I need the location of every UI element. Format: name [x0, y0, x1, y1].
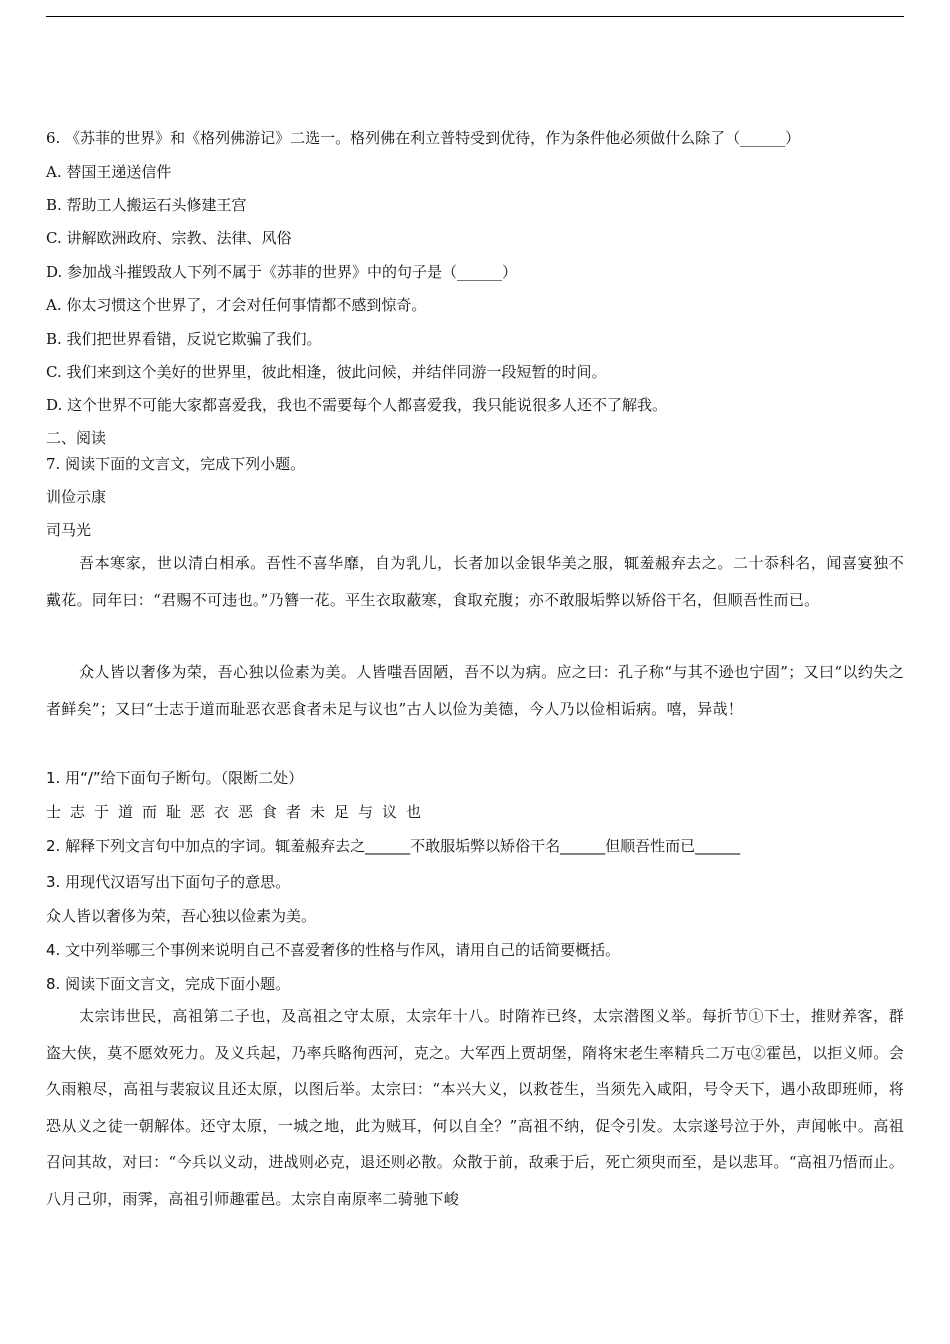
question-8-stem: 8. 阅读下面文言文，完成下面小题。	[46, 975, 291, 993]
passage-paragraph-1: 吾本寒家，世以清白相承。吾性不喜华靡，自为乳儿，长者加以金银华美之服，辄羞赧弃去之。二十忝科名，闻喜宴独不戴花。同年曰：“君赐不可违也。”乃簪一花。平生衣取蔽寒，食取充腹；亦不敢服垢弊以矫俗干名，但顺吾性而已。	[46, 554, 904, 609]
sub-question-2: 2. 解释下列文言句中加点的字词。辄羞赧弃去之______不敢服垢弊以矫俗干名______但顺吾性而已______	[46, 837, 741, 855]
passage-paragraph-2: 众人皆以奢侈为荣，吾心独以俭素为美。人皆嗤吾固陋，吾不以为病。应之曰：孔子称“与其不逊也宁固”；又曰“以约失之者鲜矣”；又曰“士志于道而耻恶衣恶食者未足与议也”古人以俭为美德，今人乃以俭相诟病。嘻，异哉！	[46, 663, 904, 718]
q6-option-a: A. 替国王递送信件	[46, 163, 172, 181]
passage-8-paragraph: 太宗讳世民，高祖第二子也，及高祖之守太原，太宗年十八。时隋祚已终，太宗潜图义举。每折节①下士，推财养客，群盗大侠，莫不愿效死力。及义兵起，乃率兵略徇西河，克之。大军西上贾胡堡，隋将宋老生率精兵二万屯②霍邑，以拒义师。会久雨粮尽，高祖与裴寂议且还太原，以图后举。太宗曰：“本兴大义，以救苍生，当须先入咸阳，号令天下，遇小敌即班师，将恐从义之徒一朝解体。还守太原，一城之地，此为贼耳，何以自全？”高祖不纳，促令引发。太宗遂号泣于外，声闻帐中。高祖召问其故，对曰：“今兵以义动，进战则必克，退还则必散。众散于前，敌乘于后，死亡须臾而至，是以悲耳。“高祖乃悟而止。八月己卯，雨霁，高祖引师趣霍邑。太宗自南原率二骑驰下峻	[46, 1007, 904, 1208]
q6-option-b: B. 帮助工人搬运石头修建王宫	[46, 196, 247, 214]
passage-title: 训俭示康	[46, 488, 107, 506]
header-rule	[46, 16, 904, 17]
question-7-stem: 7. 阅读下面的文言文，完成下列小题。	[46, 455, 306, 473]
q6b-option-d: D. 这个世界不可能大家都喜爱我，我也不需要每个人都喜爱我，我只能说很多人还不了解我。	[46, 396, 668, 414]
q6-option-d: D. 参加战斗摧毁敌人下列不属于《苏菲的世界》中的句子是（______）	[46, 263, 518, 281]
sub-question-1: 1. 用“/”给下面句子断句。（限断二处）	[46, 769, 304, 787]
sub-question-4: 4. 文中列举哪三个事例来说明自己不喜爱奢侈的性格与作风，请用自己的话简要概括。	[46, 941, 621, 959]
sub-question-3-text: 众人皆以奢侈为荣，吾心独以俭素为美。	[46, 907, 317, 925]
passage-author: 司马光	[46, 521, 92, 539]
sub-question-1-text: 士志于道而耻恶衣恶食者未足与议也	[46, 803, 431, 821]
q6b-option-c: C. 我们来到这个美好的世界里，彼此相逢，彼此问候，并结伴同游一段短暂的时间。	[46, 363, 607, 381]
section-heading: 二、阅读	[46, 429, 107, 447]
q6b-option-b: B. 我们把世界看错，反说它欺骗了我们。	[46, 330, 322, 348]
sub-question-3: 3. 用现代汉语写出下面句子的意思。	[46, 873, 291, 891]
q6b-option-a: A. 你太习惯这个世界了，才会对任何事情都不感到惊奇。	[46, 296, 427, 314]
q6-option-c: C. 讲解欧洲政府、宗教、法律、风俗	[46, 229, 292, 247]
question-6-stem: 6. 《苏菲的世界》和《格列佛游记》二选一。格列佛在利立普特受到优待，作为条件他必须做什么除了（______）	[46, 129, 801, 147]
